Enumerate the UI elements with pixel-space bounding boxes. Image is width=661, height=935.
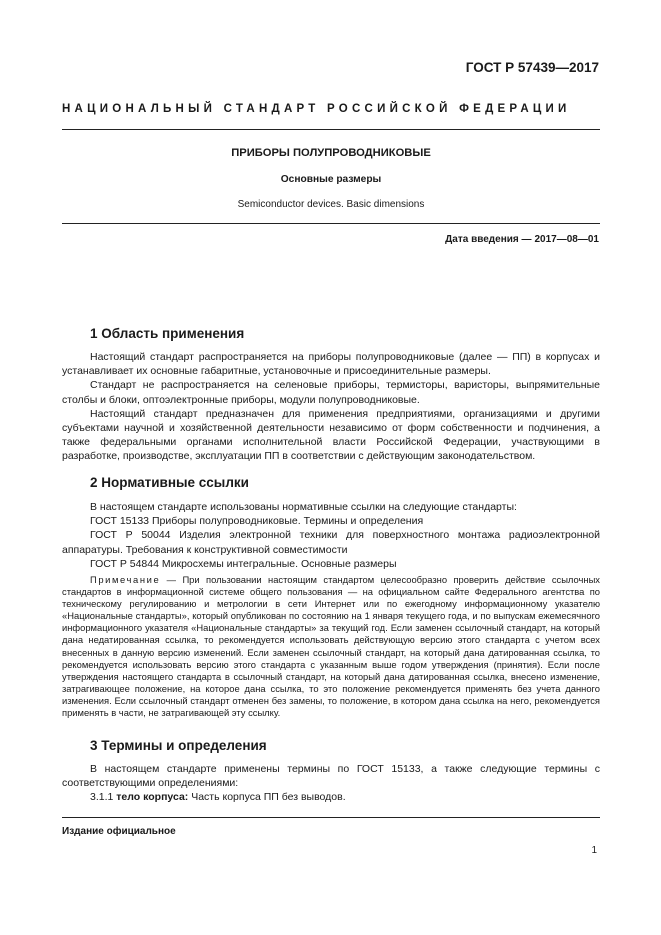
note-text: — При пользовании настоящим стандартом целесообразно проверить действие ссылочных стандартов в информационной системе общего пользования — на официальном сайте Федерального агентства по техническому регулированию и метрологии в сети Интернет или по ежегодному информационному указателю «Национальные стандарты», который опубликован по состоянию на 1 января текущего года, и по выпускам ежемесячного информационного указателя «Национальные стандарты» за текущий год. Если заменен ссылочный стандарт, на который дана недатированная ссылка, то рекомендуется использовать действующую версию этого стандарта с учетом всех внесенных в данную версию изменений. Если заменен ссылочный стандарт, на который дана датированная ссылка, то рекомендуется использовать версию этого стандарта с указанным выше годом утверждения (принятия). Если после утверждения настоящего стандарта в ссылочный стандарт, на который дана датированная ссылка, внесено изменение, затрагивающее положение, на которое дана ссылка, то это положение рекомендуется применять без учета данного изменения. Если ссылочный стандарт отменен без замены, то положение, в котором дана ссылка на него, рекомендуется применять в части, не затрагивающей эту ссылку. bbox=[62, 574, 600, 719]
section-1-body bbox=[62, 350, 600, 464]
term-number: 3.1.1 bbox=[90, 791, 114, 804]
edition-label: Издание официальное bbox=[62, 826, 176, 837]
term-name: тело корпуса: bbox=[116, 791, 189, 804]
section-2-body bbox=[62, 500, 600, 571]
introduction-date-label: Дата введения — bbox=[445, 234, 532, 245]
section-3 bbox=[62, 738, 600, 753]
section-2-paragraph: В настоящем стандарте использованы нормативные ссылки на следующие стандарты: bbox=[90, 501, 517, 513]
section-1-paragraph: Настоящий стандарт предназначен для применения предприятиями, организациями и другими субъектами научной и хозяйственной деятельности независимо от форм собственности и подчинения, а также федеральными органами исполнительной власти Российской Федерации, участвующими в разработке, производстве, эксплуатации ПП в соответствии с действующим законодательством. bbox=[62, 407, 600, 463]
header-divider bbox=[62, 129, 600, 130]
section-3-body bbox=[62, 762, 600, 805]
normative-reference: ГОСТ 15133 Приборы полупроводниковые. Термины и определения bbox=[90, 515, 424, 528]
national-standard-title: НАЦИОНАЛЬНЫЙ СТАНДАРТ РОССИЙСКОЙ ФЕДЕРАЦИИ bbox=[62, 103, 571, 115]
section-3-heading: 3 Термины и определения bbox=[90, 738, 267, 753]
section-2-note bbox=[62, 574, 600, 719]
normative-reference: ГОСТ Р 54844 Микросхемы интегральные. Основные размеры bbox=[90, 557, 397, 570]
document-title: ПРИБОРЫ ПОЛУПРОВОДНИКОВЫЕ bbox=[231, 147, 431, 159]
section-2-heading: 2 Нормативные ссылки bbox=[90, 475, 249, 490]
document-subtitle: Основные размеры bbox=[280, 174, 382, 185]
document-code: ГОСТ Р 57439—2017 bbox=[465, 60, 599, 75]
term-definition-text: Часть корпуса ПП без выводов. bbox=[191, 791, 346, 804]
section-2 bbox=[62, 475, 600, 490]
note-label: Примечание bbox=[90, 574, 161, 585]
title-divider bbox=[62, 223, 600, 224]
section-1-paragraph: Стандарт не распространяется на селеновые приборы, термисторы, варисторы, выпрямительные столбы и блоки, оптоэлектронные приборы, модули полупроводниковые. bbox=[62, 379, 600, 406]
section-1 bbox=[62, 326, 600, 341]
page-number: 1 bbox=[591, 845, 597, 856]
section-3-paragraph: В настоящем стандарте применены термины по ГОСТ 15133, а также следующие термины с соответствующими определениями: bbox=[62, 763, 600, 790]
introduction-date-value: 2017—08—01 bbox=[534, 234, 599, 245]
term-definition bbox=[62, 790, 600, 804]
introduction-date bbox=[445, 234, 599, 245]
footer-divider bbox=[62, 817, 600, 818]
section-1-paragraph: Настоящий стандарт распространяется на приборы полупроводниковые (далее — ПП) в корпусах и устанавливает их основные габаритные, установочные и присоединительные размеры. bbox=[62, 351, 600, 378]
document-title-english: Semiconductor devices. Basic dimensions bbox=[237, 199, 425, 210]
note-paragraph bbox=[62, 574, 600, 719]
section-1-heading: 1 Область применения bbox=[90, 326, 245, 341]
normative-reference: ГОСТ Р 50044 Изделия электронной техники для поверхностного монтажа радиоэлектронной аппаратуры. Требования к конструктивной совместимости bbox=[62, 529, 600, 556]
